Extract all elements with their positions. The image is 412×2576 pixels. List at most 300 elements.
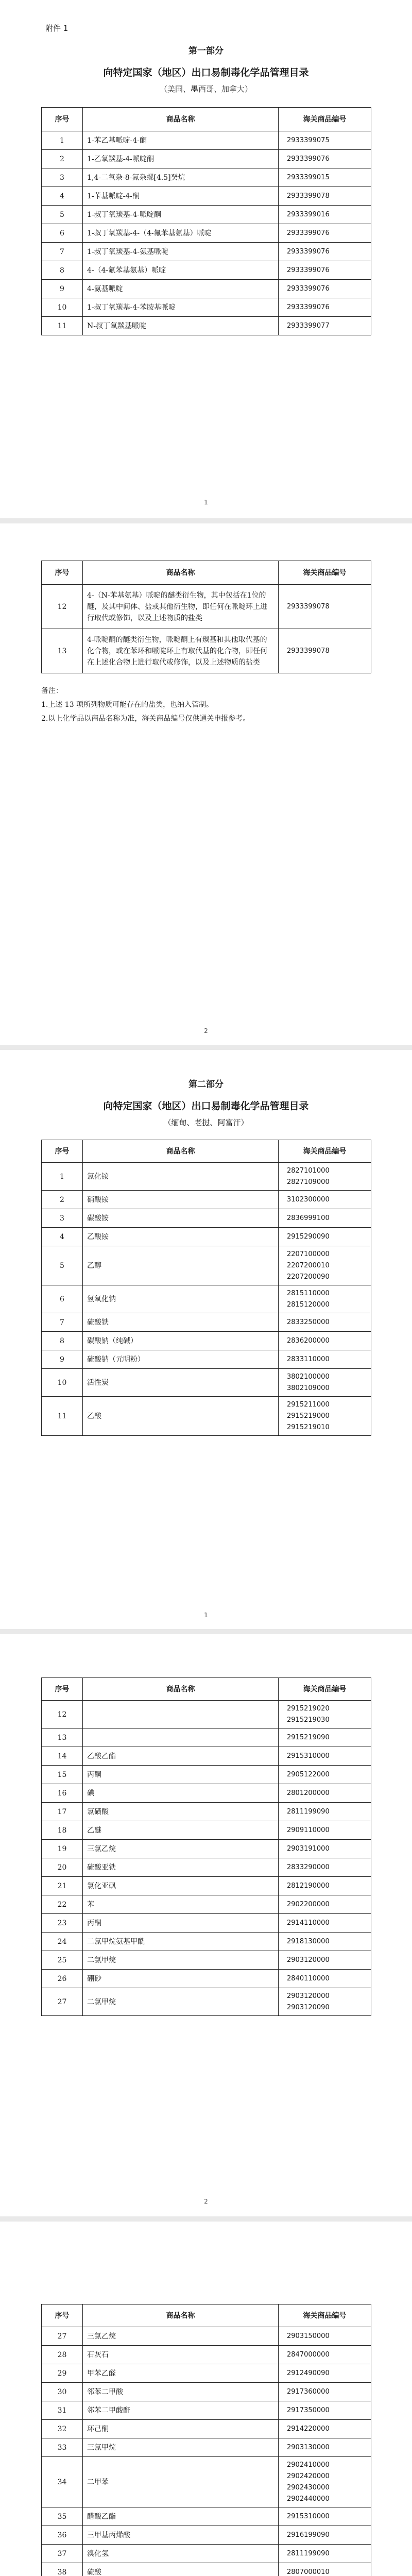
- row-customs-codes: [279, 243, 371, 261]
- row-customs-codes: [279, 261, 371, 280]
- row-number: 35: [42, 2507, 83, 2526]
- customs-code: 2827101000: [287, 1166, 330, 1175]
- row-number: 21: [42, 1877, 83, 1895]
- row-customs-codes: [279, 2364, 371, 2383]
- table-row: [42, 168, 371, 187]
- row-customs-codes: [279, 2420, 371, 2438]
- row-product-name: 醋酸乙酯: [83, 2507, 279, 2526]
- part1-subtitle: （美国、墨西哥、加拿大）: [159, 84, 252, 94]
- customs-code: 2815120000: [287, 1300, 330, 1309]
- table-row: [42, 280, 371, 298]
- customs-code: 2827109000: [287, 1178, 330, 1186]
- row-number: 37: [42, 2545, 83, 2563]
- row-customs-codes: [279, 2346, 371, 2364]
- col-header-code: 海关商品编号: [279, 561, 371, 585]
- customs-code: 2833250000: [287, 1318, 330, 1326]
- row-customs-codes: [279, 131, 371, 150]
- row-product-name: [83, 1701, 279, 1728]
- row-number: 10: [42, 1369, 83, 1397]
- row-product-name: 三氯乙烷: [83, 2327, 279, 2346]
- customs-code: 2833290000: [287, 1863, 330, 1871]
- row-product-name: 邻苯二甲酸: [83, 2383, 279, 2401]
- row-customs-codes: [279, 1369, 371, 1397]
- table-row: [42, 1369, 371, 1397]
- table-row: [42, 2383, 371, 2401]
- row-customs-codes: [279, 1397, 371, 1436]
- note-line: 备注：: [41, 687, 63, 695]
- table-row: [42, 1784, 371, 1803]
- row-customs-codes: [279, 2526, 371, 2545]
- row-customs-codes: [279, 2438, 371, 2457]
- page-4: [0, 1634, 412, 2216]
- customs-code: 2207200010: [287, 1261, 330, 1269]
- customs-code: 2909110000: [287, 1826, 330, 1834]
- row-number: 23: [42, 1914, 83, 1933]
- row-customs-codes: [279, 1766, 371, 1784]
- row-customs-codes: [279, 1914, 371, 1933]
- customs-code: 3802100000: [287, 1372, 330, 1381]
- customs-code: 2917360000: [287, 2387, 330, 2396]
- row-number: 12: [42, 1701, 83, 1728]
- part2-table-page1: [41, 1140, 371, 1436]
- row-customs-codes: [279, 2563, 371, 2576]
- customs-code: 2902200000: [287, 1900, 330, 1908]
- customs-code: 2207100000: [287, 1250, 330, 1258]
- row-number: 2: [42, 150, 83, 168]
- row-number: 11: [42, 1397, 83, 1436]
- table-row: [42, 2401, 371, 2420]
- customs-code: 2915219020: [287, 1704, 330, 1713]
- table-row: [42, 1209, 371, 1228]
- table-row: [42, 2563, 371, 2576]
- customs-code: 2905122000: [287, 1770, 330, 1778]
- row-customs-codes: [279, 2383, 371, 2401]
- table-row: [42, 150, 371, 168]
- customs-code: 2914220000: [287, 2425, 330, 2433]
- row-number: 13: [42, 629, 83, 673]
- row-product-name: 碳酸铵: [83, 1209, 279, 1228]
- row-number: 6: [42, 1285, 83, 1313]
- row-number: 27: [42, 2327, 83, 2346]
- customs-code: 2933399076: [287, 266, 330, 274]
- part2-subtitle: （缅甸、老挝、阿富汗）: [163, 1118, 249, 1127]
- table-row: [42, 1246, 371, 1285]
- customs-code: 2933399076: [287, 284, 330, 293]
- row-product-name: 甲苯乙醛: [83, 2364, 279, 2383]
- customs-code: 2915310000: [287, 2512, 330, 2520]
- table-row: [42, 1285, 371, 1313]
- customs-code: 2914110000: [287, 1919, 330, 1927]
- row-number: 18: [42, 1821, 83, 1840]
- row-number: 31: [42, 2401, 83, 2420]
- part2-table-page2: [41, 1677, 371, 2016]
- customs-code: 2833110000: [287, 1355, 330, 1363]
- row-number: 4: [42, 187, 83, 206]
- row-customs-codes: [279, 1728, 371, 1747]
- table-row: [42, 187, 371, 206]
- row-number: 27: [42, 1988, 83, 2016]
- table-row: [42, 1397, 371, 1436]
- table-row: [42, 1163, 371, 1191]
- row-number: 32: [42, 2420, 83, 2438]
- row-product-name: 1-苯乙基哌啶-4-酮: [83, 131, 279, 150]
- row-number: 9: [42, 1350, 83, 1369]
- row-customs-codes: [279, 317, 371, 335]
- customs-code: 2836200000: [287, 1336, 330, 1345]
- row-customs-codes: [279, 206, 371, 224]
- row-customs-codes: [279, 1858, 371, 1877]
- customs-code: 2207200090: [287, 1273, 330, 1281]
- table-row: [42, 2438, 371, 2457]
- row-product-name: 石灰石: [83, 2346, 279, 2364]
- row-number: 16: [42, 1784, 83, 1803]
- customs-code: 3802109000: [287, 1384, 330, 1392]
- part2-table-page3: [41, 2304, 371, 2576]
- table-row: [42, 1988, 371, 2016]
- table-row: [42, 1728, 371, 1747]
- table-row: [42, 261, 371, 280]
- table-row: [42, 131, 371, 150]
- part1-title: 向特定国家（地区）出口易制毒化学品管理目录: [103, 67, 309, 78]
- customs-code: 2933399076: [287, 229, 330, 237]
- customs-code: 2915219030: [287, 1716, 330, 1724]
- row-customs-codes: [279, 2545, 371, 2563]
- row-number: 28: [42, 2346, 83, 2364]
- table-row: [42, 1747, 371, 1766]
- row-product-name: 二氯甲烷: [83, 1988, 279, 2016]
- row-customs-codes: [279, 2507, 371, 2526]
- row-number: 33: [42, 2438, 83, 2457]
- row-number: 17: [42, 1803, 83, 1821]
- row-product-name: 乙酸铵: [83, 1228, 279, 1246]
- col-header-code: 海关商品编号: [279, 1678, 371, 1701]
- row-product-name: 氢氧化钠: [83, 1285, 279, 1313]
- table-row: [42, 1701, 371, 1728]
- table-row: [42, 585, 371, 629]
- row-customs-codes: [279, 1784, 371, 1803]
- customs-code: 2902440000: [287, 2495, 330, 2503]
- row-product-name: 1-叔丁氧羰基-4-苯胺基哌啶: [83, 298, 279, 317]
- customs-code: 2933399078: [287, 192, 330, 200]
- row-customs-codes: [279, 1970, 371, 1988]
- row-product-name: 乙酸乙酯: [83, 1747, 279, 1766]
- row-customs-codes: [279, 298, 371, 317]
- row-number: 13: [42, 1728, 83, 1747]
- customs-code: 2811199090: [287, 2549, 330, 2557]
- row-customs-codes: [279, 2401, 371, 2420]
- annex-label: 附件 1: [45, 24, 68, 33]
- customs-code: 2915219000: [287, 1412, 330, 1420]
- customs-code: 2902420000: [287, 2472, 330, 2480]
- customs-code: 2903150000: [287, 2332, 330, 2340]
- row-product-name: 4-（4-氟苯基氨基）哌啶: [83, 261, 279, 280]
- row-product-name: 活性炭: [83, 1369, 279, 1397]
- row-product-name: 4-氨基哌啶: [83, 280, 279, 298]
- col-header-no: 序号: [42, 1678, 83, 1701]
- table-row: [42, 2420, 371, 2438]
- row-product-name: 乙醇: [83, 1246, 279, 1285]
- col-header-code: 海关商品编号: [279, 1140, 371, 1163]
- row-customs-codes: [279, 1803, 371, 1821]
- row-product-name: 硫酸钠（元明粉）: [83, 1350, 279, 1369]
- table-row: [42, 2507, 371, 2526]
- table-row: [42, 1821, 371, 1840]
- table-row: [42, 1895, 371, 1914]
- table-row: [42, 1858, 371, 1877]
- row-product-name: 碘: [83, 1784, 279, 1803]
- table-row: [42, 224, 371, 243]
- col-header-no: 序号: [42, 561, 83, 585]
- row-product-name: 丙酮: [83, 1914, 279, 1933]
- page-1: [0, 0, 412, 518]
- row-number: 8: [42, 261, 83, 280]
- col-header-name: 商品名称: [83, 2304, 279, 2327]
- row-product-name: 4-哌啶酮的醚类衍生物，哌啶酮上有羰基和其他取代基的化合物，或在苯环和哌啶环上有取代基的化合物，即任何在上述化合物上进行取代或修饰，以及上述物质的盐类: [83, 629, 279, 673]
- table-row: [42, 1933, 371, 1951]
- row-product-name: 1-叔丁氧羰基-4-哌啶酮: [83, 206, 279, 224]
- col-header-no: 序号: [42, 108, 83, 131]
- row-number: 7: [42, 1313, 83, 1332]
- table-row: [42, 243, 371, 261]
- row-number: 34: [42, 2457, 83, 2507]
- row-number: 14: [42, 1747, 83, 1766]
- note-line: 1.上述 13 项所列物质可能存在的盐类，也纳入管制。: [41, 701, 214, 709]
- table-row: [42, 1970, 371, 1988]
- customs-code: 2915211000: [287, 1400, 330, 1409]
- page-number: 2: [204, 2198, 208, 2205]
- customs-code: 2933399076: [287, 247, 330, 256]
- row-product-name: 氯磺酸: [83, 1803, 279, 1821]
- table-row: [42, 206, 371, 224]
- table-row: [42, 2457, 371, 2507]
- row-number: 38: [42, 2563, 83, 2576]
- table-row: [42, 1313, 371, 1332]
- table-row: [42, 1803, 371, 1821]
- row-number: 29: [42, 2364, 83, 2383]
- part1-heading: 第一部分: [188, 46, 224, 56]
- customs-code: 2933399015: [287, 173, 330, 181]
- row-product-name: 硫酸铁: [83, 1313, 279, 1332]
- part2-title: 向特定国家（地区）出口易制毒化学品管理目录: [103, 1100, 309, 1112]
- row-customs-codes: [279, 1228, 371, 1246]
- page-3: [0, 1050, 412, 1629]
- part1-table-b: [41, 561, 371, 673]
- row-product-name: 二氯甲烷: [83, 1951, 279, 1970]
- row-product-name: 苯: [83, 1895, 279, 1914]
- row-product-name: 1-叔丁氧羰基-4-（4-氟苯基氨基）哌啶: [83, 224, 279, 243]
- row-customs-codes: [279, 1285, 371, 1313]
- row-product-name: 乙酸: [83, 1397, 279, 1436]
- col-header-name: 商品名称: [83, 1678, 279, 1701]
- customs-code: 2902430000: [287, 2483, 330, 2492]
- row-number: 25: [42, 1951, 83, 1970]
- row-product-name: 硫酸亚铁: [83, 1858, 279, 1877]
- row-customs-codes: [279, 1988, 371, 2016]
- part1-table-a: [41, 107, 371, 335]
- row-product-name: 氯化铵: [83, 1163, 279, 1191]
- col-header-no: 序号: [42, 2304, 83, 2327]
- row-customs-codes: [279, 1246, 371, 1285]
- row-number: 8: [42, 1332, 83, 1350]
- row-customs-codes: [279, 280, 371, 298]
- table-row: [42, 2327, 371, 2346]
- col-header-no: 序号: [42, 1140, 83, 1163]
- table-row: [42, 1840, 371, 1858]
- customs-code: 2933399077: [287, 321, 330, 330]
- table-row: [42, 2545, 371, 2563]
- row-product-name: 三氯乙烷: [83, 1840, 279, 1858]
- row-customs-codes: [279, 1895, 371, 1914]
- table-row: [42, 1228, 371, 1246]
- customs-code: 2902410000: [287, 2461, 330, 2469]
- row-customs-codes: [279, 1877, 371, 1895]
- table-row: [42, 629, 371, 673]
- customs-code: 2903191000: [287, 1844, 330, 1853]
- row-customs-codes: [279, 1209, 371, 1228]
- col-header-name: 商品名称: [83, 108, 279, 131]
- customs-code: 2903120090: [287, 2003, 330, 2011]
- row-product-name: 溴化氢: [83, 2545, 279, 2563]
- table-row: [42, 1877, 371, 1895]
- part1-notes: [41, 684, 371, 726]
- page-number: 1: [204, 499, 208, 506]
- row-number: 2: [42, 1191, 83, 1209]
- row-number: 10: [42, 298, 83, 317]
- row-product-name: 1-叔丁氧羰基-4-氨基哌啶: [83, 243, 279, 261]
- row-product-name: 邻苯二甲酸酐: [83, 2401, 279, 2420]
- col-header-code: 海关商品编号: [279, 2304, 371, 2327]
- row-number: 5: [42, 1246, 83, 1285]
- page-2: [0, 523, 412, 1045]
- customs-code: 2812190000: [287, 1882, 330, 1890]
- row-product-name: 4-（N-苯基氨基）哌啶的醚类衍生物，其中包括在1位的醚，及其中间体、盐或其他衍生物，即任何在哌啶环上进行取代或修饰，以及上述物质的盐类: [83, 585, 279, 629]
- customs-code: 2836999100: [287, 1214, 330, 1222]
- row-number: 3: [42, 168, 83, 187]
- row-customs-codes: [279, 187, 371, 206]
- table-row: [42, 1951, 371, 1970]
- row-product-name: 环己酮: [83, 2420, 279, 2438]
- row-customs-codes: [279, 1933, 371, 1951]
- row-product-name: 1,4-二氧杂-8-氮杂螺[4.5]癸烷: [83, 168, 279, 187]
- table-row: [42, 2364, 371, 2383]
- row-customs-codes: [279, 1747, 371, 1766]
- table-row: [42, 2526, 371, 2545]
- row-customs-codes: [279, 1701, 371, 1728]
- page-number: 2: [204, 1027, 208, 1035]
- customs-code: 2811199090: [287, 1807, 330, 1816]
- table-row: [42, 298, 371, 317]
- row-number: 26: [42, 1970, 83, 1988]
- row-product-name: 丙酮: [83, 1766, 279, 1784]
- row-customs-codes: [279, 629, 371, 673]
- row-product-name: 1-乙氧羰基-4-哌啶酮: [83, 150, 279, 168]
- table-row: [42, 2346, 371, 2364]
- row-customs-codes: [279, 1821, 371, 1840]
- row-number: 30: [42, 2383, 83, 2401]
- customs-code: 2933399078: [287, 647, 330, 655]
- col-header-code: 海关商品编号: [279, 108, 371, 131]
- row-product-name: 乙醚: [83, 1821, 279, 1840]
- customs-code: 2933399076: [287, 155, 330, 163]
- row-number: 7: [42, 243, 83, 261]
- row-product-name: N-叔丁氧羰基哌啶: [83, 317, 279, 335]
- customs-code: 2915219090: [287, 1733, 330, 1741]
- row-customs-codes: [279, 1191, 371, 1209]
- customs-code: 2847000000: [287, 2350, 330, 2359]
- customs-code: 3102300000: [287, 1195, 330, 1204]
- customs-code: 2917350000: [287, 2406, 330, 2414]
- customs-code: 2903130000: [287, 2443, 330, 2451]
- row-customs-codes: [279, 2327, 371, 2346]
- row-customs-codes: [279, 150, 371, 168]
- row-customs-codes: [279, 1840, 371, 1858]
- customs-code: 2801200000: [287, 1789, 330, 1797]
- customs-code: 2916199090: [287, 2531, 330, 2539]
- customs-code: 2915219010: [287, 1423, 330, 1431]
- row-product-name: 碳酸钠（纯碱）: [83, 1332, 279, 1350]
- customs-code: 2918130000: [287, 1937, 330, 1945]
- row-number: 9: [42, 280, 83, 298]
- part2-heading: 第二部分: [188, 1079, 224, 1090]
- row-number: 15: [42, 1766, 83, 1784]
- row-number: 4: [42, 1228, 83, 1246]
- row-customs-codes: [279, 224, 371, 243]
- row-customs-codes: [279, 2457, 371, 2507]
- row-customs-codes: [279, 168, 371, 187]
- row-product-name: 硫酸: [83, 2563, 279, 2576]
- row-product-name: 硝酸铵: [83, 1191, 279, 1209]
- row-product-name: 二甲苯: [83, 2457, 279, 2507]
- customs-code: 2840110000: [287, 1974, 330, 1982]
- row-product-name: 三氯甲烷: [83, 2438, 279, 2457]
- row-customs-codes: [279, 1163, 371, 1191]
- page-5: [0, 2222, 412, 2576]
- row-product-name: 1-苄基哌啶-4-酮: [83, 187, 279, 206]
- row-customs-codes: [279, 585, 371, 629]
- row-product-name: 硼砂: [83, 1970, 279, 1988]
- row-number: 1: [42, 1163, 83, 1191]
- note-line: 2.以上化学品以商品名称为准，海关商品编号仅供通关申报参考。: [41, 715, 250, 723]
- table-row: [42, 1332, 371, 1350]
- row-number: 22: [42, 1895, 83, 1914]
- customs-code: 2933399016: [287, 210, 330, 218]
- row-number: 12: [42, 585, 83, 629]
- table-row: [42, 1191, 371, 1209]
- table-row: [42, 1350, 371, 1369]
- page-number: 1: [204, 1612, 208, 1619]
- row-customs-codes: [279, 1313, 371, 1332]
- customs-code: 2903120000: [287, 1992, 330, 2000]
- row-number: 24: [42, 1933, 83, 1951]
- customs-code: 2807000010: [287, 2568, 330, 2576]
- row-number: 5: [42, 206, 83, 224]
- row-number: 6: [42, 224, 83, 243]
- row-customs-codes: [279, 1951, 371, 1970]
- col-header-name: 商品名称: [83, 561, 279, 585]
- row-customs-codes: [279, 1350, 371, 1369]
- col-header-name: 商品名称: [83, 1140, 279, 1163]
- row-product-name: 氯化亚砜: [83, 1877, 279, 1895]
- customs-code: 2912490090: [287, 2369, 330, 2377]
- customs-code: 2933399076: [287, 303, 330, 311]
- customs-code: 2933399078: [287, 602, 330, 611]
- row-customs-codes: [279, 1332, 371, 1350]
- row-number: 3: [42, 1209, 83, 1228]
- row-number: 19: [42, 1840, 83, 1858]
- customs-code: 2915290090: [287, 1232, 330, 1241]
- row-number: 20: [42, 1858, 83, 1877]
- row-product-name: 二氯甲烷氨基甲酰: [83, 1933, 279, 1951]
